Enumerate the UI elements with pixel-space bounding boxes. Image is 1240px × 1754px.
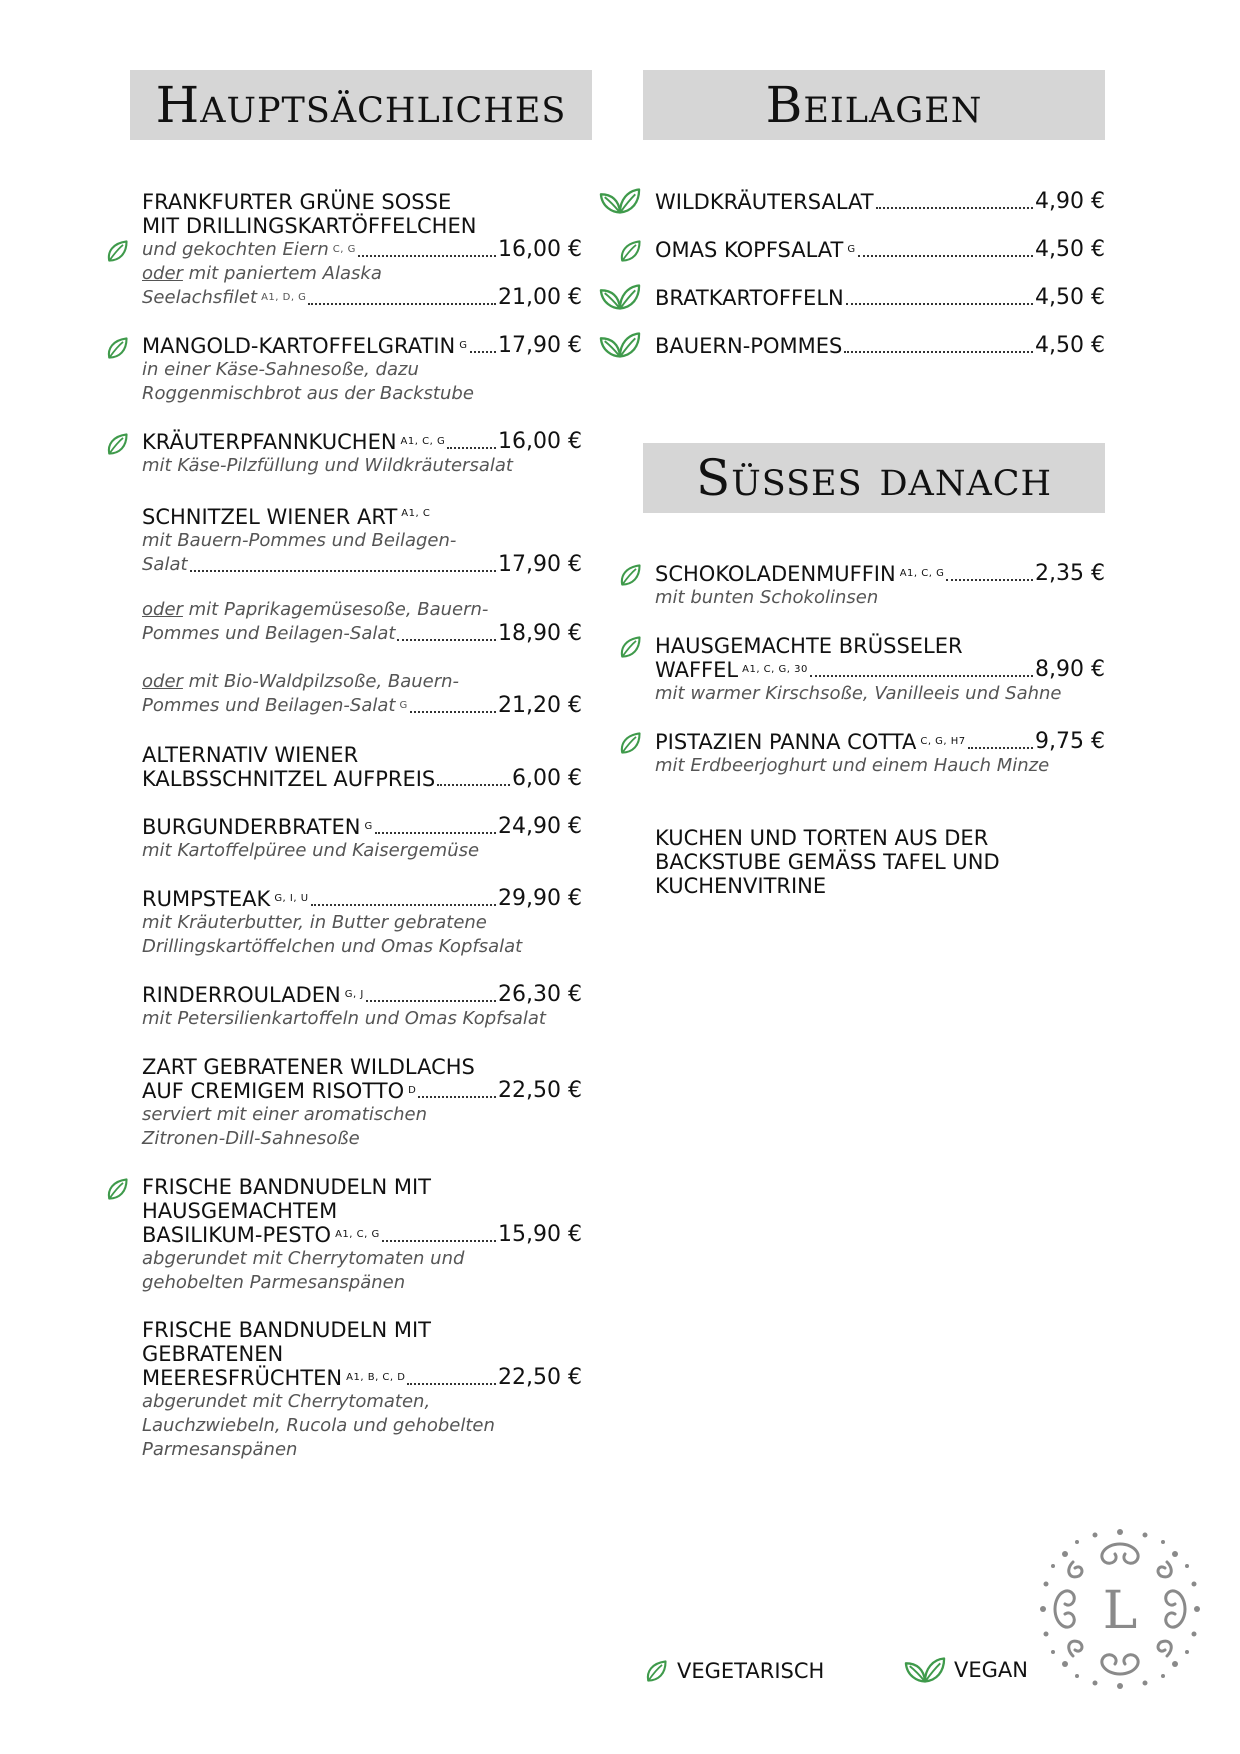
item-price: 16,00 € — [498, 237, 582, 262]
item-name: SCHNITZEL WIENER ART — [142, 505, 398, 529]
logo-letter: L — [1102, 1581, 1138, 1641]
allergen-codes: A1, C, G — [335, 1229, 380, 1240]
allergen-codes: A1, C, G, 30 — [742, 664, 808, 675]
menu-item-schnitzel — [142, 502, 582, 577]
item-name: WAFFEL — [655, 658, 739, 682]
item-price: 18,90 € — [498, 621, 582, 646]
item-price: 15,90 € — [498, 1222, 582, 1247]
side-item — [655, 190, 1105, 214]
allergen-codes: G — [459, 340, 468, 351]
vegetarian-icon — [617, 634, 643, 660]
item-description: in einer Käse-Sahnesoße, dazu — [142, 359, 419, 380]
desserts-header-title: Süsses danach — [695, 449, 1053, 507]
item-name: MANGOLD-KARTOFFELGRATIN — [142, 334, 456, 358]
dessert-muffin — [655, 562, 1105, 610]
item-name: BURGUNDERBRATEN — [142, 815, 361, 839]
item-price: 9,75 € — [1035, 729, 1105, 754]
vegetarian-icon — [617, 730, 643, 756]
item-description: Roggenmischbrot aus der Backstube — [142, 383, 474, 404]
item-description: mit Kartoffelpüree und Kaisergemüse — [142, 840, 480, 861]
dessert-kuchen: KUCHEN UND TORTEN AUS DER BACKSTUBE GEMÄSS TAFEL UND KUCHENVITRINE — [655, 826, 1000, 898]
item-option: oder mit paniertem Alaska — [142, 263, 382, 284]
item-description: mit bunten Schokolinsen — [655, 587, 879, 608]
item-name: MEERESFRÜCHTEN — [142, 1366, 343, 1390]
item-name: HAUSGEMACHTEM — [142, 1199, 338, 1223]
item-price: 26,30 € — [498, 982, 582, 1007]
side-item — [655, 334, 1105, 358]
vegetarian-icon — [104, 1176, 130, 1202]
item-price: 4,50 € — [1035, 333, 1105, 358]
menu-item-schnitzel-option-waldpilz: oder mit Bio-Waldpilzsoße, Bauern- Pommes und Beilagen-Salat G 21,20 € — [142, 671, 582, 718]
item-name: FRANKFURTER GRÜNE SOSSE — [142, 190, 452, 214]
vegan-icon — [599, 186, 641, 216]
item-name: BRATKARTOFFELN — [655, 286, 844, 310]
item-name: MIT DRILLINGSKARTÖFFELCHEN — [142, 214, 477, 238]
allergen-codes: G — [847, 244, 856, 255]
item-price: 2,35 € — [1035, 561, 1105, 586]
item-description: mit Erdbeerjoghurt und einem Hauch Minze — [655, 755, 1050, 776]
sides-header — [643, 70, 1105, 140]
item-name: HAUSGEMACHTE BRÜSSELER — [655, 634, 963, 658]
item-description: mit Kräuterbutter, in Butter gebratene — [142, 912, 487, 933]
item-price: 4,50 € — [1035, 285, 1105, 310]
item-name: OMAS KOPFSALAT — [655, 238, 844, 262]
vegan-icon — [599, 330, 641, 360]
item-name: BASILIKUM-PESTO — [142, 1223, 332, 1247]
dessert-panna-cotta — [655, 730, 1105, 778]
allergen-codes: A1, B, C, D — [346, 1372, 406, 1383]
item-description: Drillingskartöffelchen und Omas Kopfsalat — [142, 936, 523, 957]
legend-label: VEGAN — [954, 1658, 1028, 1682]
allergen-codes: G, I, U — [274, 893, 309, 904]
item-name: ZART GEBRATENER WILDLACHS — [142, 1055, 475, 1079]
mains-header-title: Hauptsächliches — [155, 76, 567, 134]
menu-item-wildlachs — [142, 1055, 582, 1151]
item-description: Lauchzwiebeln, Rucola und gehobelten — [142, 1415, 495, 1436]
logo-emblem — [1035, 1524, 1205, 1694]
item-price: 17,90 € — [498, 333, 582, 358]
allergen-codes: C, G, H7 — [920, 736, 966, 747]
item-price: 29,90 € — [498, 886, 582, 911]
item-price: 8,90 € — [1035, 657, 1105, 682]
side-item — [655, 238, 1105, 262]
allergen-codes: D — [408, 1085, 417, 1096]
vegetarian-icon — [104, 238, 130, 264]
item-name: BAUERN-POMMES — [655, 334, 843, 358]
item-description: Salat — [142, 554, 188, 575]
menu-item-kraeuterpfannkuchen — [142, 430, 582, 478]
item-price: 22,50 € — [498, 1365, 582, 1390]
item-name: PISTAZIEN PANNA COTTA — [655, 730, 917, 754]
item-name: KRÄUTERPFANNKUCHEN — [142, 430, 397, 454]
menu-item-schnitzel-option-paprika: oder mit Paprikagemüsesoße, Bauern- Pommes und Beilagen-Salat 18,90 € — [142, 599, 582, 646]
dessert-waffel — [655, 634, 1105, 706]
menu-item-mangold — [142, 334, 582, 406]
item-name: FRISCHE BANDNUDELN MIT — [142, 1175, 431, 1199]
menu-item-kalbsschnitzel — [142, 743, 582, 791]
vegetarian-icon — [643, 1658, 669, 1684]
item-description: mit Käse-Pilzfüllung und Wildkräutersalat — [142, 455, 513, 476]
item-price: 4,50 € — [1035, 237, 1105, 262]
item-description: mit Petersilienkartoffeln und Omas Kopfsalat — [142, 1008, 546, 1029]
item-name: RUMPSTEAK — [142, 887, 271, 911]
vegetarian-icon — [617, 562, 643, 588]
allergen-codes: A1, C, G — [400, 436, 446, 447]
item-description: abgerundet mit Cherrytomaten, — [142, 1391, 431, 1412]
item-description: abgerundet mit Cherrytomaten und — [142, 1248, 465, 1269]
item-price: 24,90 € — [498, 814, 582, 839]
menu-item-rinderrouladen — [142, 983, 582, 1031]
item-description: mit Bauern-Pommes und Beilagen- — [142, 530, 457, 551]
item-name: ALTERNATIV WIENER — [142, 743, 359, 767]
menu-item-pesto — [142, 1175, 582, 1295]
item-option: Seelachsfilet A1, D, G 21,00 € — [142, 285, 582, 310]
side-item — [655, 286, 1105, 310]
item-name: AUF CREMIGEM RISOTTO — [142, 1079, 405, 1103]
mains-header — [130, 70, 592, 140]
vegetarian-icon — [104, 431, 130, 457]
vegan-icon — [904, 1655, 946, 1685]
menu-item-rumpsteak — [142, 887, 582, 959]
vegetarian-icon — [617, 238, 643, 264]
legend-vegan — [904, 1655, 1028, 1685]
desserts-header — [643, 443, 1105, 513]
menu-item-frankfurter — [142, 190, 582, 310]
allergen-codes: A1, C — [401, 508, 431, 519]
item-price: 22,50 € — [498, 1078, 582, 1103]
allergen-codes: G — [399, 700, 408, 711]
item-option: und gekochten Eiern C, G 16,00 € — [142, 237, 582, 262]
item-description: mit warmer Kirschsoße, Vanilleeis und Sahne — [655, 683, 1062, 704]
item-description: gehobelten Parmesanspänen — [142, 1272, 406, 1293]
item-price: 17,90 € — [498, 552, 582, 577]
item-price: 21,20 € — [498, 693, 582, 718]
menu-item-meeresfruechte — [142, 1318, 582, 1462]
item-description: serviert mit einer aromatischen — [142, 1104, 427, 1125]
item-price: 4,90 € — [1035, 189, 1105, 214]
vegan-icon — [599, 282, 641, 312]
item-name: KALBSSCHNITZEL AUFPREIS — [142, 767, 436, 791]
vegetarian-icon — [104, 335, 130, 361]
allergen-codes: A1, C, G — [899, 568, 945, 579]
allergen-codes: G — [364, 821, 373, 832]
menu-item-burgunderbraten — [142, 815, 582, 863]
item-price: 21,00 € — [498, 285, 582, 310]
item-description: Parmesanspänen — [142, 1439, 298, 1460]
item-name: WILDKRÄUTERSALAT — [655, 190, 874, 214]
item-name: FRISCHE BANDNUDELN MIT — [142, 1318, 431, 1342]
allergen-codes: G, J — [344, 989, 364, 1000]
item-name: GEBRATENEN — [142, 1342, 284, 1366]
sides-header-title: Beilagen — [765, 76, 983, 134]
item-price: 16,00 € — [498, 429, 582, 454]
item-price: 6,00 € — [512, 766, 582, 791]
item-name: SCHOKOLADENMUFFIN — [655, 562, 896, 586]
legend-label: VEGETARISCH — [677, 1659, 825, 1683]
item-description: Zitronen-Dill-Sahnesoße — [142, 1128, 360, 1149]
legend-vegetarian — [643, 1658, 824, 1684]
allergen-codes: A1, D, G — [261, 292, 307, 303]
item-name: RINDERROULADEN — [142, 983, 341, 1007]
allergen-codes: C, G — [332, 244, 356, 255]
